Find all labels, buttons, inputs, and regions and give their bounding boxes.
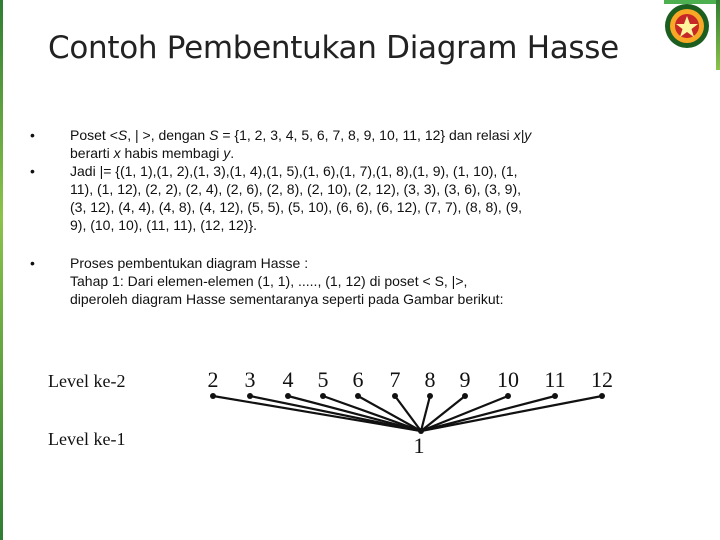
node-dot-5 <box>320 393 326 399</box>
node-label-10: 10 <box>497 367 519 392</box>
text-line: Proses pembentukan diagram Hasse : <box>70 255 309 271</box>
bullet-marker: • <box>30 163 35 179</box>
university-logo-icon <box>662 2 712 50</box>
node-label-8: 8 <box>424 367 436 392</box>
hasse-graph <box>0 355 720 465</box>
node-dot-9 <box>462 393 468 399</box>
bullet-marker: • <box>30 127 35 143</box>
text-line: Jadi |= {(1, 1),(1, 2),(1, 3),(1, 4),(1, 5),(1, 6),(1, 7),(1, 8),(1, 9), (1, 10), (1, <box>70 163 518 179</box>
node-dot-8 <box>427 393 433 399</box>
node-dot-12 <box>599 393 605 399</box>
slide-title: Contoh Pembentukan Diagram Hasse <box>48 30 619 66</box>
edge-1-11 <box>421 396 555 431</box>
node-label-9: 9 <box>459 367 471 392</box>
node-dot-6 <box>355 393 361 399</box>
edge-1-4 <box>288 396 421 431</box>
text-line: 11), (1, 12), (2, 2), (2, 4), (2, 6), (2, 8), (2, 10), (2, 12), (3, 3), (3, 6), (3, 9), <box>70 181 521 197</box>
node-label-1: 1 <box>413 433 425 458</box>
bullet-poset-definition <box>30 126 685 162</box>
node-label-2: 2 <box>207 367 219 392</box>
text-line: diperoleh diagram Hasse sementaranya seperti pada Gambar berikut: <box>70 291 504 307</box>
bullet-relation-set <box>30 162 685 234</box>
node-label-4: 4 <box>282 367 294 392</box>
node-label-6: 6 <box>352 367 364 392</box>
level-2-label: Level ke-2 <box>48 371 126 391</box>
text-line: Tahap 1: Dari elemen-elemen (1, 1), ....., (1, 12) di poset < S, |>, <box>70 273 468 289</box>
edge-1-12 <box>421 396 602 431</box>
node-dot-11 <box>552 393 558 399</box>
node-dot-7 <box>392 393 398 399</box>
node-label-12: 12 <box>591 367 613 392</box>
text-line: (3, 12), (4, 4), (4, 8), (4, 12), (5, 5), (5, 10), (6, 6), (6, 12), (7, 7), (8, 8), (9, <box>70 199 523 215</box>
node-dot-2 <box>210 393 216 399</box>
text-line: berarti x habis membagi y. <box>70 145 235 161</box>
node-label-11: 11 <box>544 367 566 392</box>
right-accent-bar <box>716 0 720 70</box>
bullet-marker: • <box>30 255 35 271</box>
bullet-process-step <box>30 254 685 308</box>
node-dot-4 <box>285 393 291 399</box>
text-line: 9), (10, 10), (11, 11), (12, 12)}. <box>70 217 258 233</box>
hasse-diagram <box>0 355 720 465</box>
text-line: Poset <S, | >, dengan S = {1, 2, 3, 4, 5, 6, 7, 8, 9, 10, 11, 12} dan relasi x|y <box>70 127 532 143</box>
node-label-5: 5 <box>317 367 329 392</box>
node-label-7: 7 <box>389 367 401 392</box>
node-dot-10 <box>505 393 511 399</box>
node-label-3: 3 <box>244 367 256 392</box>
node-dot-3 <box>247 393 253 399</box>
edge-1-10 <box>421 396 508 431</box>
level-1-label: Level ke-1 <box>48 429 126 449</box>
bullet-list <box>30 126 685 308</box>
